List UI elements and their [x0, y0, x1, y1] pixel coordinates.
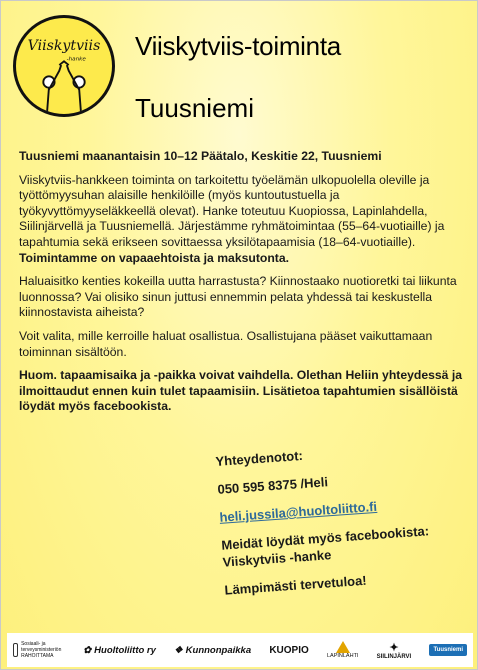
logo-graphic: [16, 18, 112, 114]
contact-phone[interactable]: 050 595 8375 /Heli: [217, 474, 329, 497]
contact-heading: Yhteydenotot:: [215, 447, 304, 469]
page-title: Viiskytviis-toiminta: [135, 31, 341, 61]
body-text: [19, 149, 467, 423]
viiskytviis-logo: [13, 15, 115, 117]
siilinjarvi-logo: ✦ SIILINJÄRVI: [376, 641, 412, 660]
contact-block: [215, 435, 478, 599]
schedule-line: Tuusniemi maanantaisin 10–12 Päätalo, Keskitie 22, Tuusniemi: [19, 149, 382, 163]
welcome-text: Lämpimästi tervetuloa!: [224, 572, 368, 598]
question-paragraph: Haluaisitko kenties kokeilla uutta harrastusta? Kiinnostaako nuotioretki tai liikunta luonnossa? Vai olisiko sinun juttusi ennemmin pelata yhdessä tai keskustella kiinnostavista aiheista?: [19, 274, 457, 320]
siilinjarvi-emblem-icon: ✦: [389, 641, 399, 654]
kunnonpaikka-emblem-icon: ❖: [174, 644, 183, 656]
facebook-name: Viiskytviis -hanke: [222, 547, 332, 570]
notice-paragraph: Huom. tapaamisaika ja -paikka voivat vaihdella. Olethan Heliin yhteydessä ja ilmoittaudut ennen kuin tulet tapaamisiin. Lisätietoa tapahtumien sisällöistä löydät myös facebookista.: [19, 368, 462, 414]
ministry-logo: Sosiaali- ja terveysministeriön RAHOITTAMA: [13, 641, 65, 659]
huoltoliitto-emblem-icon: ✿: [83, 644, 92, 656]
lapinlahti-emblem-icon: [336, 641, 350, 653]
huoltoliitto-logo: ✿ Huoltoliitto ry: [83, 644, 156, 656]
kuopio-logo: KUOPIO: [269, 644, 309, 656]
tuusniemi-logo: Tuusniemi: [429, 644, 467, 656]
facebook-line: Meidät löydät myös facebookista:: [220, 523, 430, 553]
free-note: Toimintamme on vapaaehtoista ja maksutonta.: [19, 250, 289, 265]
logo-wordmark: Viiskytviis: [27, 38, 101, 54]
logo-subtext: -hanke: [66, 56, 86, 63]
sponsor-logos-bar: [7, 633, 473, 667]
contact-email-link[interactable]: heli.jussila@huoltoliitto.fi: [218, 498, 378, 525]
page-subtitle: Tuusniemi: [135, 93, 254, 123]
kunnonpaikka-logo: ❖ Kunnonpaikka: [174, 644, 252, 656]
intro-paragraph: Viiskytviis-hankkeen toiminta on tarkoitettu työelämän ulkopuolella oleville ja työttömyysuhan alaisille henkilöille (myös kuntoutustuella ja työkyvyttömyyseläkkeellä olevat). Hanke toteutuu Kuopiossa, Lapinlahdella, Siilinjärvellä ja Tuusniemellä. Järjestämme ryhmätoimintaa (55–64-vuotiaille) ja tapahtumia sekä erikseen sovittaessa yksilötapaamisia (18–64-vuotiaille).: [19, 172, 445, 249]
ministry-emblem-icon: [13, 643, 18, 657]
high-five-icon: [43, 61, 84, 112]
lapinlahti-logo: LAPINLAHTI: [327, 641, 358, 659]
choice-paragraph: Voit valita, mille kerroille haluat osallistua. Osallistujana pääset vaikuttamaan toiminnan sisältöön.: [19, 328, 433, 359]
